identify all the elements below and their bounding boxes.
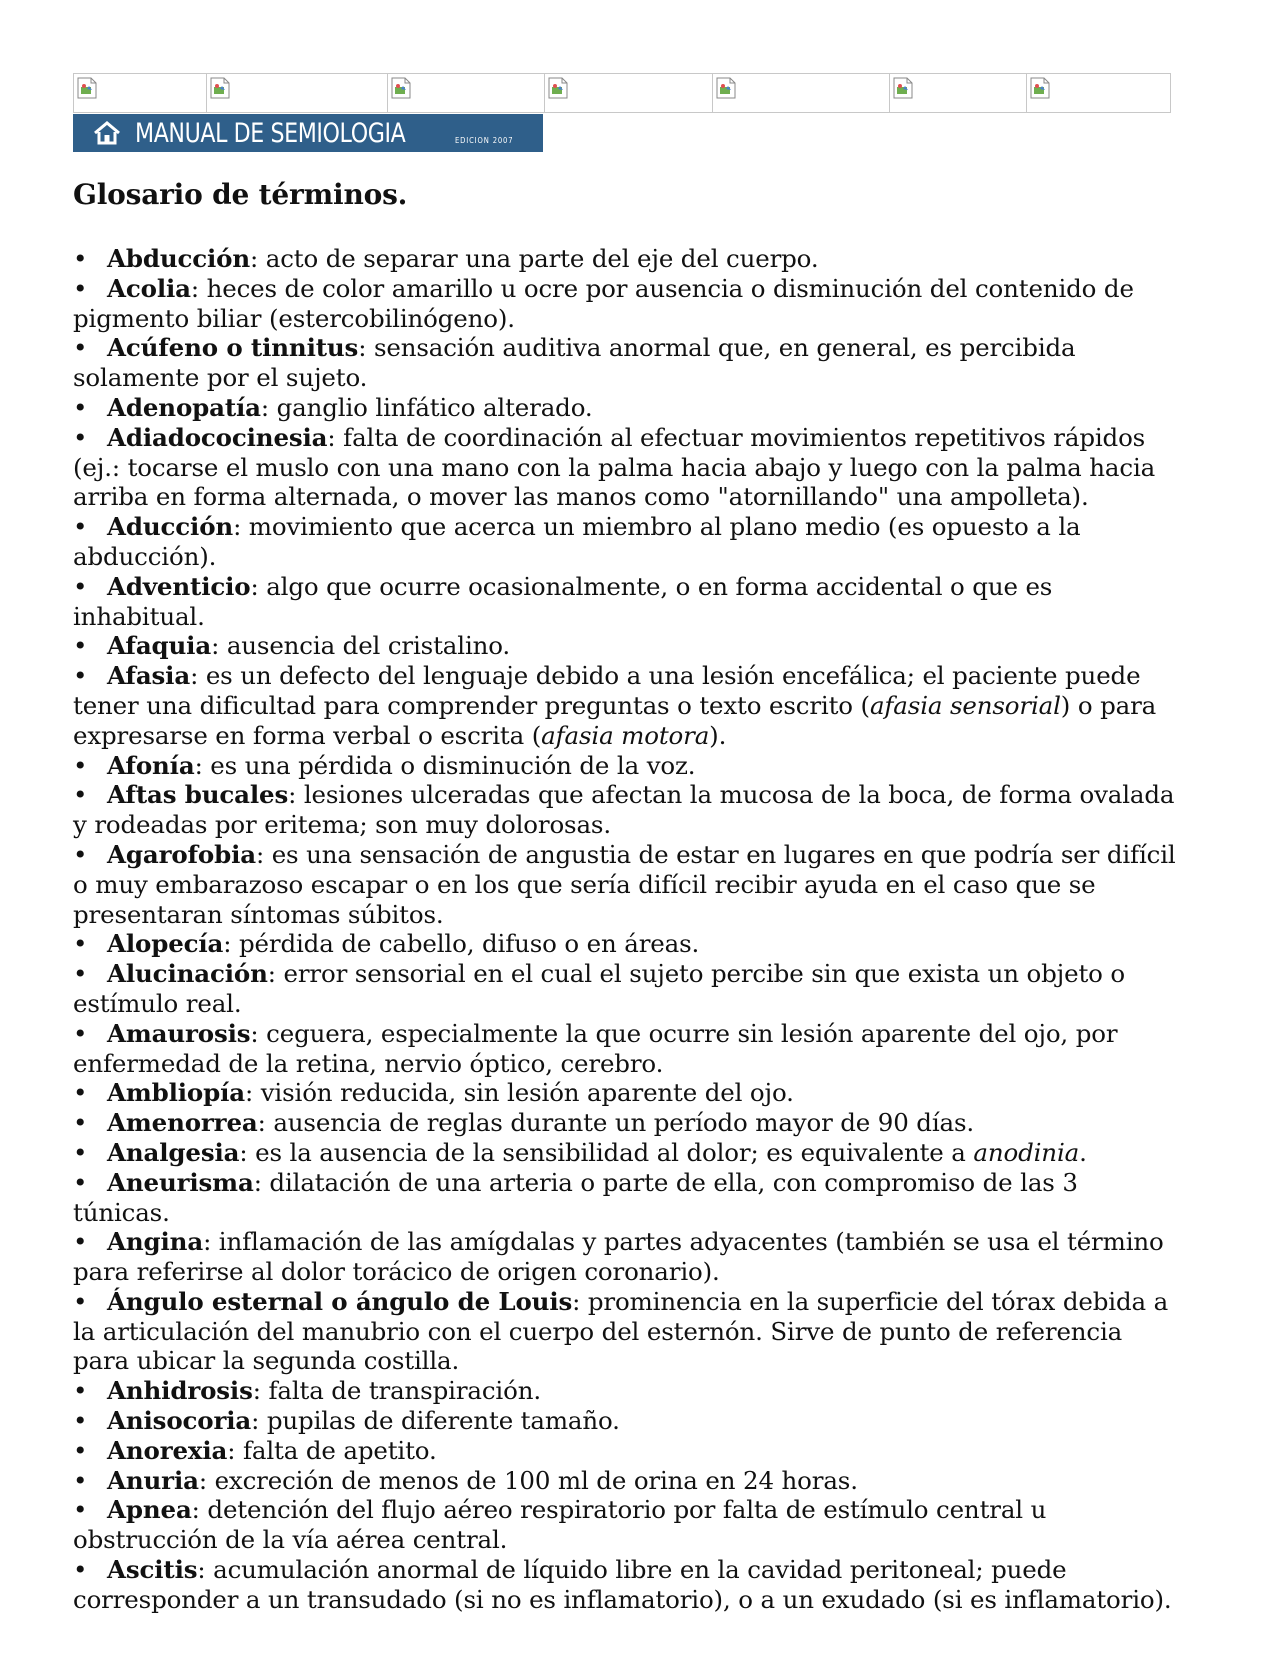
bullet-icon: • [73, 839, 88, 869]
glossary-entry [73, 1287, 1181, 1376]
glossary-definition: : pérdida de cabello, difuso o en áreas. [223, 929, 700, 959]
broken-image-icon [210, 77, 230, 99]
glossary-term: Alucinación [107, 959, 268, 989]
glossary-term: Adventicio [107, 571, 251, 601]
glossary-entry [73, 1019, 1181, 1079]
broken-image-icon [716, 77, 736, 99]
glossary-entry [73, 274, 1181, 334]
glossary-term: Acolia [107, 273, 191, 303]
bullet-icon: • [73, 1555, 88, 1585]
bullet-icon: • [73, 959, 88, 989]
glossary-definition: : ausencia de reglas durante un período mayor de 90 días. [257, 1108, 975, 1138]
glossary-term: Amenorrea [107, 1108, 258, 1138]
glossary-definition: : acto de separar una parte del eje del cuerpo. [250, 244, 819, 273]
glossary-definition: ). [709, 720, 727, 750]
glossary-list [73, 244, 1181, 1615]
bullet-icon: • [73, 1108, 88, 1138]
bullet-icon: • [73, 333, 88, 363]
glossary-term: Anisocoria [107, 1406, 252, 1436]
glossary-entry [73, 661, 1181, 750]
bullet-icon: • [73, 1078, 88, 1108]
glossary-entry [73, 631, 1181, 661]
glossary-definition: : acumulación anormal de líquido libre en la cavidad peritoneal; puede corresponder a un transudado (si no es inflamatorio), o a un exudado (si es inflamatorio). [73, 1555, 1172, 1614]
glossary-term: Abducción [107, 244, 251, 273]
glossary-definition: : heces de color amarillo u ocre por ausencia o disminución del contenido de pigmento biliar (estercobilinógeno). [73, 273, 1134, 333]
nav-image-link[interactable] [388, 74, 545, 112]
glossary-definition-emphasis: afasia sensorial [869, 690, 1061, 720]
nav-image-link[interactable] [890, 74, 1027, 112]
glossary-term: Afaquia [107, 631, 212, 661]
glossary-term: Afasia [107, 661, 191, 691]
glossary-entry [73, 1227, 1181, 1287]
glossary-entry [73, 333, 1181, 393]
glossary-term: Ángulo esternal o ángulo de Louis [107, 1286, 573, 1316]
glossary-definition: : detención del flujo aéreo respiratorio por falta de estímulo central u obstrucción de la vía aérea central. [73, 1495, 1047, 1555]
bullet-icon: • [73, 1286, 88, 1316]
glossary-definition: : es un defecto del lenguaje debido a una lesión encefálica; el paciente puede tener una dificultad para comprender preguntas o texto escrito ( [73, 661, 1141, 720]
glossary-term: Acúfeno o tinnitus [107, 333, 359, 363]
glossary-entry [73, 780, 1181, 840]
bullet-icon: • [73, 1435, 88, 1465]
broken-image-icon [548, 77, 568, 99]
glossary-entry [73, 393, 1181, 423]
glossary-term: Anuria [107, 1465, 199, 1495]
glossary-entry [73, 1108, 1181, 1138]
glossary-definition: : inflamación de las amígdalas y partes adyacentes (también se usa el término para referirse al dolor torácico de origen coronario). [73, 1227, 1164, 1287]
glossary-definition: : es la ausencia de la sensibilidad al dolor; es equivalente a [239, 1137, 974, 1167]
bullet-icon: • [73, 750, 88, 780]
bullet-icon: • [73, 392, 88, 422]
broken-image-icon [893, 77, 913, 99]
glossary-definition: . [1079, 1137, 1087, 1167]
glossary-term: Agarofobia [107, 839, 256, 869]
glossary-entry [73, 1078, 1181, 1108]
glossary-definition: : falta de apetito. [227, 1435, 437, 1465]
bullet-icon: • [73, 1495, 88, 1525]
glossary-definition: : dilatación de una arteria o parte de ella, con compromiso de las 3 túnicas. [73, 1167, 1078, 1227]
glossary-entry [73, 1466, 1181, 1496]
glossary-term: Adenopatía [107, 392, 261, 422]
nav-image-link[interactable] [207, 74, 388, 112]
glossary-entry [73, 512, 1181, 572]
glossary-definition: : ceguera, especialmente la que ocurre sin lesión aparente del ojo, por enfermedad de la retina, nervio óptico, cerebro. [73, 1018, 1118, 1078]
glossary-definition: : ganglio linfático alterado. [260, 392, 593, 422]
bullet-icon: • [73, 929, 88, 959]
bullet-icon: • [73, 1227, 88, 1257]
bullet-icon: • [73, 422, 88, 452]
glossary-term: Amaurosis [107, 1018, 251, 1048]
glossary-term: Ascitis [107, 1555, 198, 1585]
glossary-term: Anhidrosis [107, 1376, 253, 1406]
glossary-definition: ) o para expresarse en forma verbal o escrita ( [73, 690, 1157, 750]
glossary-entry [73, 1168, 1181, 1228]
glossary-entry [73, 751, 1181, 781]
nav-image-link[interactable] [545, 74, 713, 112]
glossary-term: Adiadococinesia [107, 422, 328, 452]
bullet-icon: • [73, 1018, 88, 1048]
glossary-definition: : sensación auditiva anormal que, en general, es percibida solamente por el sujeto. [73, 333, 1076, 393]
glossary-definition-emphasis: anodinia [973, 1137, 1080, 1167]
nav-image-link[interactable] [713, 74, 890, 112]
nav-image-bar [73, 73, 1171, 113]
glossary-term: Afonía [107, 750, 195, 780]
bullet-icon: • [73, 780, 88, 810]
glossary-entry [73, 423, 1181, 512]
manual-banner[interactable] [73, 114, 543, 152]
bullet-icon: • [73, 273, 88, 303]
glossary-definition: : prominencia en la superficie del tórax debida a la articulación del manubrio con el cuerpo del esternón. Sirve de punto de referencia para ubicar la segunda costilla. [73, 1286, 1169, 1376]
banner-edition: EDICION 2007 [455, 136, 514, 145]
glossary-term: Aneurisma [107, 1167, 254, 1197]
bullet-icon: • [73, 1137, 88, 1167]
bullet-icon: • [73, 512, 88, 542]
glossary-definition: : falta de coordinación al efectuar movimientos repetitivos rápidos (ej.: tocarse el muslo con una mano con la palma hacia abajo y luego con la palma hacia arriba en forma alternada, o mover las manos como "atornillando" una ampolleta). [73, 422, 1156, 512]
banner-title: MANUAL DE SEMIOLOGIA [135, 117, 406, 149]
glossary-entry [73, 840, 1181, 929]
glossary-definition: : falta de transpiración. [252, 1376, 541, 1406]
glossary-definition: : movimiento que acerca un miembro al plano medio (es opuesto a la abducción). [73, 512, 1081, 571]
glossary-term: Anorexia [107, 1435, 228, 1465]
glossary-definition: : pupilas de diferente tamaño. [251, 1406, 620, 1436]
glossary-definition: : es una sensación de angustia de estar en lugares en que podría ser difícil o muy embarazoso escapar o en los que sería difícil recibir ayuda en el caso que se presentaran síntomas súbitos. [73, 839, 1176, 929]
glossary-definition: : es una pérdida o disminución de la voz. [194, 750, 696, 780]
glossary-definition: : algo que ocurre ocasionalmente, o en forma accidental o que es inhabitual. [73, 571, 1053, 631]
bullet-icon: • [73, 571, 88, 601]
glossary-definition-emphasis: afasia motora [541, 720, 710, 750]
glossary-entry [73, 1138, 1181, 1168]
glossary-entry [73, 959, 1181, 1019]
broken-image-icon [77, 77, 97, 99]
nav-image-link[interactable] [74, 74, 207, 112]
bullet-icon: • [73, 1167, 88, 1197]
glossary-definition: : visión reducida, sin lesión aparente del ojo. [244, 1078, 794, 1108]
broken-image-icon [1030, 77, 1050, 99]
glossary-definition: : ausencia del cristalino. [211, 631, 511, 661]
glossary-entry [73, 1495, 1181, 1555]
page-title: Glosario de términos. [73, 178, 408, 211]
glossary-entry [73, 1406, 1181, 1436]
glossary-term: Aftas bucales [107, 780, 289, 810]
bullet-icon: • [73, 631, 88, 661]
bullet-icon: • [73, 1406, 88, 1436]
glossary-entry [73, 1376, 1181, 1406]
nav-image-link[interactable] [1027, 74, 1170, 112]
glossary-entry [73, 244, 1181, 274]
broken-image-icon [391, 77, 411, 99]
bullet-icon: • [73, 1376, 88, 1406]
bullet-icon: • [73, 661, 88, 691]
glossary-term: Alopecía [107, 929, 224, 959]
glossary-entry [73, 1555, 1181, 1615]
glossary-term: Angina [107, 1227, 204, 1257]
glossary-entry [73, 1436, 1181, 1466]
glossary-entry [73, 929, 1181, 959]
bullet-icon: • [73, 244, 88, 273]
glossary-definition: : error sensorial en el cual el sujeto percibe sin que exista un objeto o estímulo real. [73, 959, 1125, 1018]
glossary-definition: : excreción de menos de 100 ml de orina en 24 horas. [198, 1465, 858, 1495]
glossary-term: Ambliopía [107, 1078, 245, 1108]
bullet-icon: • [73, 1465, 88, 1495]
glossary-entry [73, 572, 1181, 632]
glossary-definition: : lesiones ulceradas que afectan la mucosa de la boca, de forma ovalada y rodeadas por eritema; son muy dolorosas. [73, 780, 1175, 840]
glossary-term: Aducción [107, 512, 234, 542]
glossary-term: Apnea [107, 1495, 192, 1525]
glossary-term: Analgesia [107, 1137, 240, 1167]
home-icon[interactable] [87, 114, 127, 152]
